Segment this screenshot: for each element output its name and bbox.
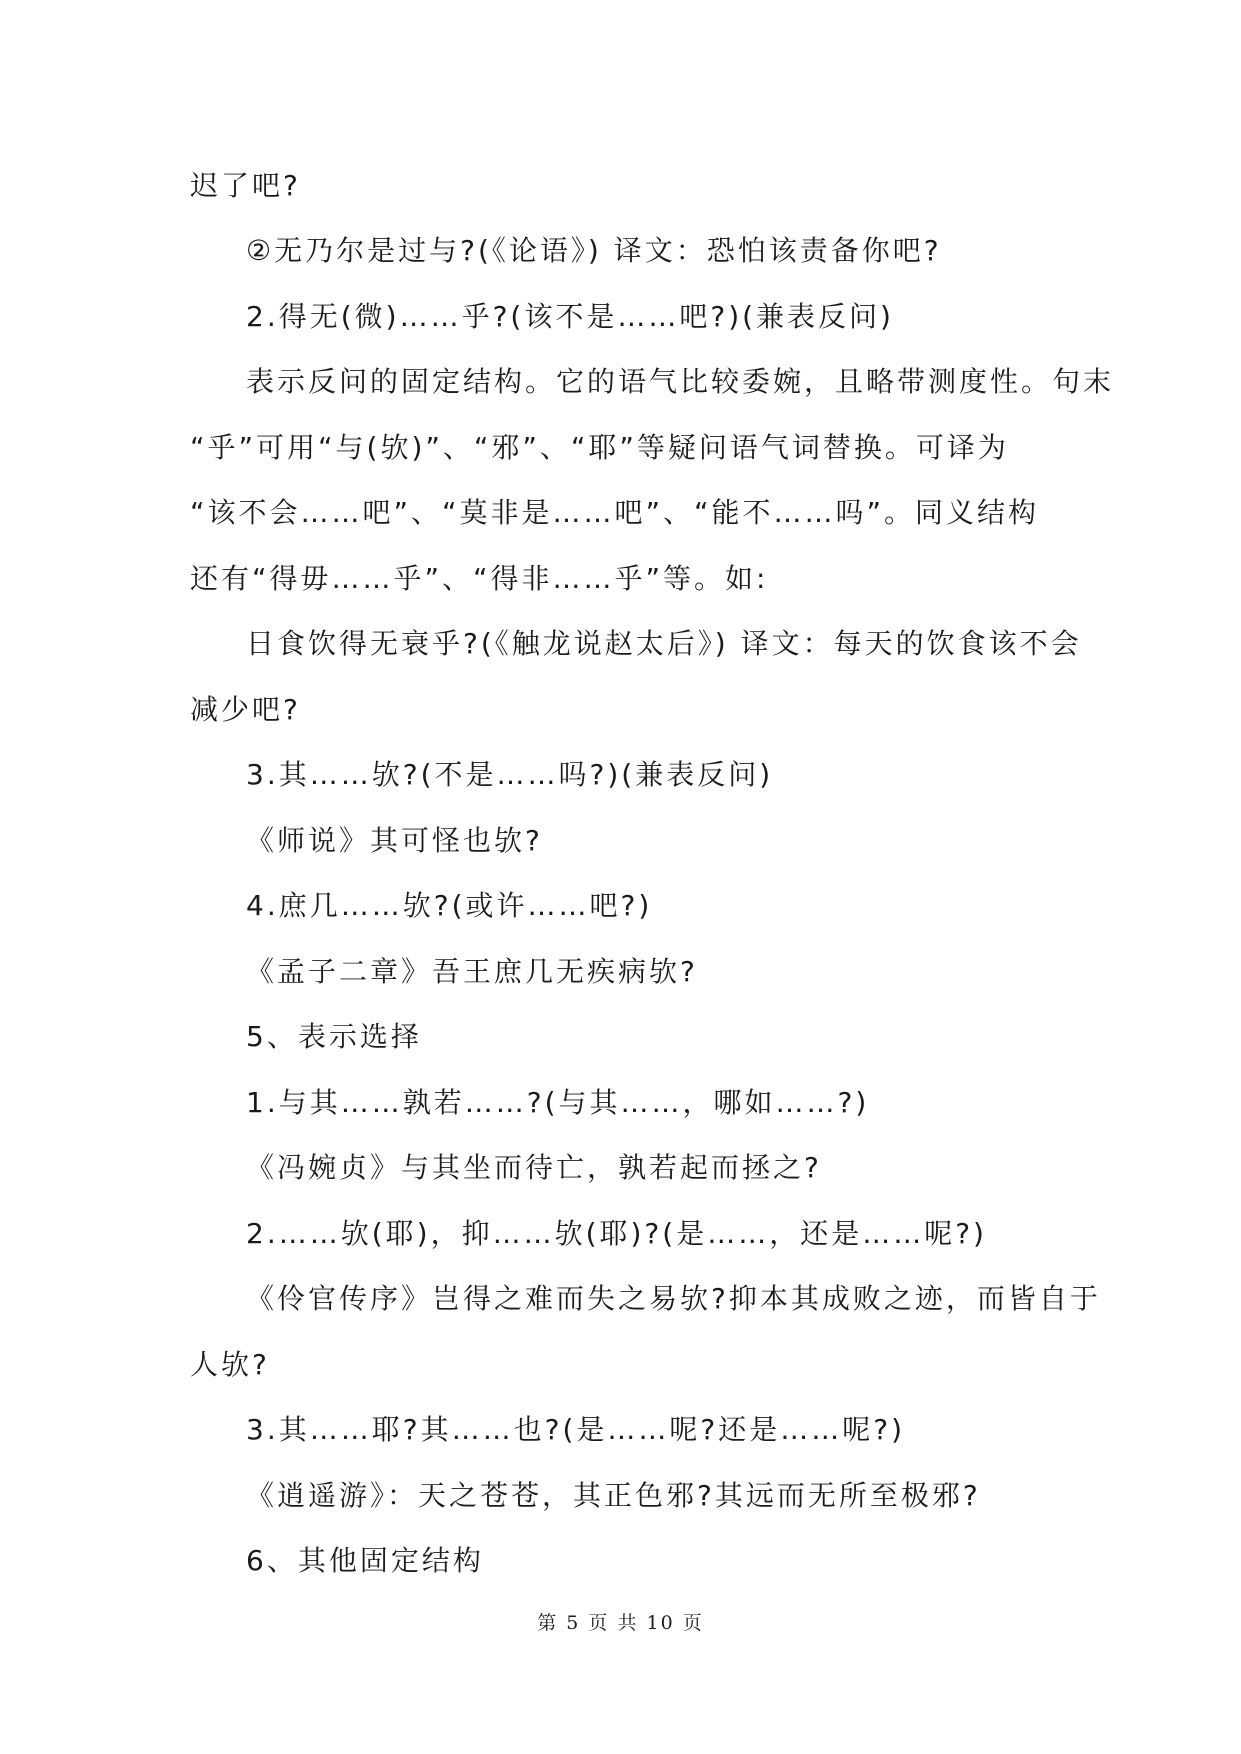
text-line: 减少吧? <box>190 693 301 726</box>
text-line: 2.……欤(耶)，抑……欤(耶)?(是……，还是……呢?) <box>246 1217 987 1250</box>
page-footer: 第 5 页 共 10 页 <box>537 1612 704 1634</box>
text-line: 3.其……欤?(不是……吗?)(兼表反问) <box>246 758 774 791</box>
text-line: 《冯婉贞》与其坐而待亡，孰若起而拯之? <box>246 1151 822 1184</box>
text-line: ②无乃尔是过与?(《论语》) 译文：恐怕该责备你吧? <box>246 234 942 267</box>
text-line: 4.庶几……欤?(或许……吧?) <box>246 889 653 922</box>
text-line: 迟了吧? <box>190 169 301 202</box>
text-line: 《孟子二章》吾王庶几无疾病欤? <box>246 955 698 988</box>
text-line: 《伶官传序》岂得之难而失之易欤?抑本其成败之迹，而皆自于 <box>246 1282 1101 1315</box>
text-line: 人欤? <box>190 1348 270 1381</box>
section-heading: 5、表示选择 <box>246 1020 422 1053</box>
text-line: 3.其……耶?其……也?(是……呢?还是……呢?) <box>246 1413 906 1446</box>
text-line: 还有“得毋……乎”、“得非……乎”等。如: <box>190 562 769 595</box>
text-line: 《逍遥游》：天之苍苍，其正色邪?其远而无所至极邪? <box>246 1479 981 1512</box>
text-line: 《师说》其可怪也欤? <box>246 824 543 857</box>
text-line: 2.得无(微)……乎?(该不是……吧?)(兼表反问) <box>246 300 894 333</box>
text-line: 日食饮得无衰乎?(《触龙说赵太后》) 译文：每天的饮食该不会 <box>246 627 1082 660</box>
section-heading: 6、其他固定结构 <box>246 1544 484 1577</box>
text-line: 表示反问的固定结构。它的语气比较委婉，且略带测度性。句末 <box>246 365 1115 398</box>
text-line: 1.与其……孰若……?(与其……，哪如……?) <box>246 1086 870 1119</box>
text-line: “该不会……吧”、“莫非是……吧”、“能不……吗”。同义结构 <box>190 496 1040 529</box>
text-line: “乎”可用“与(欤)”、“邪”、“耶”等疑问语气词替换。可译为 <box>190 431 1009 464</box>
